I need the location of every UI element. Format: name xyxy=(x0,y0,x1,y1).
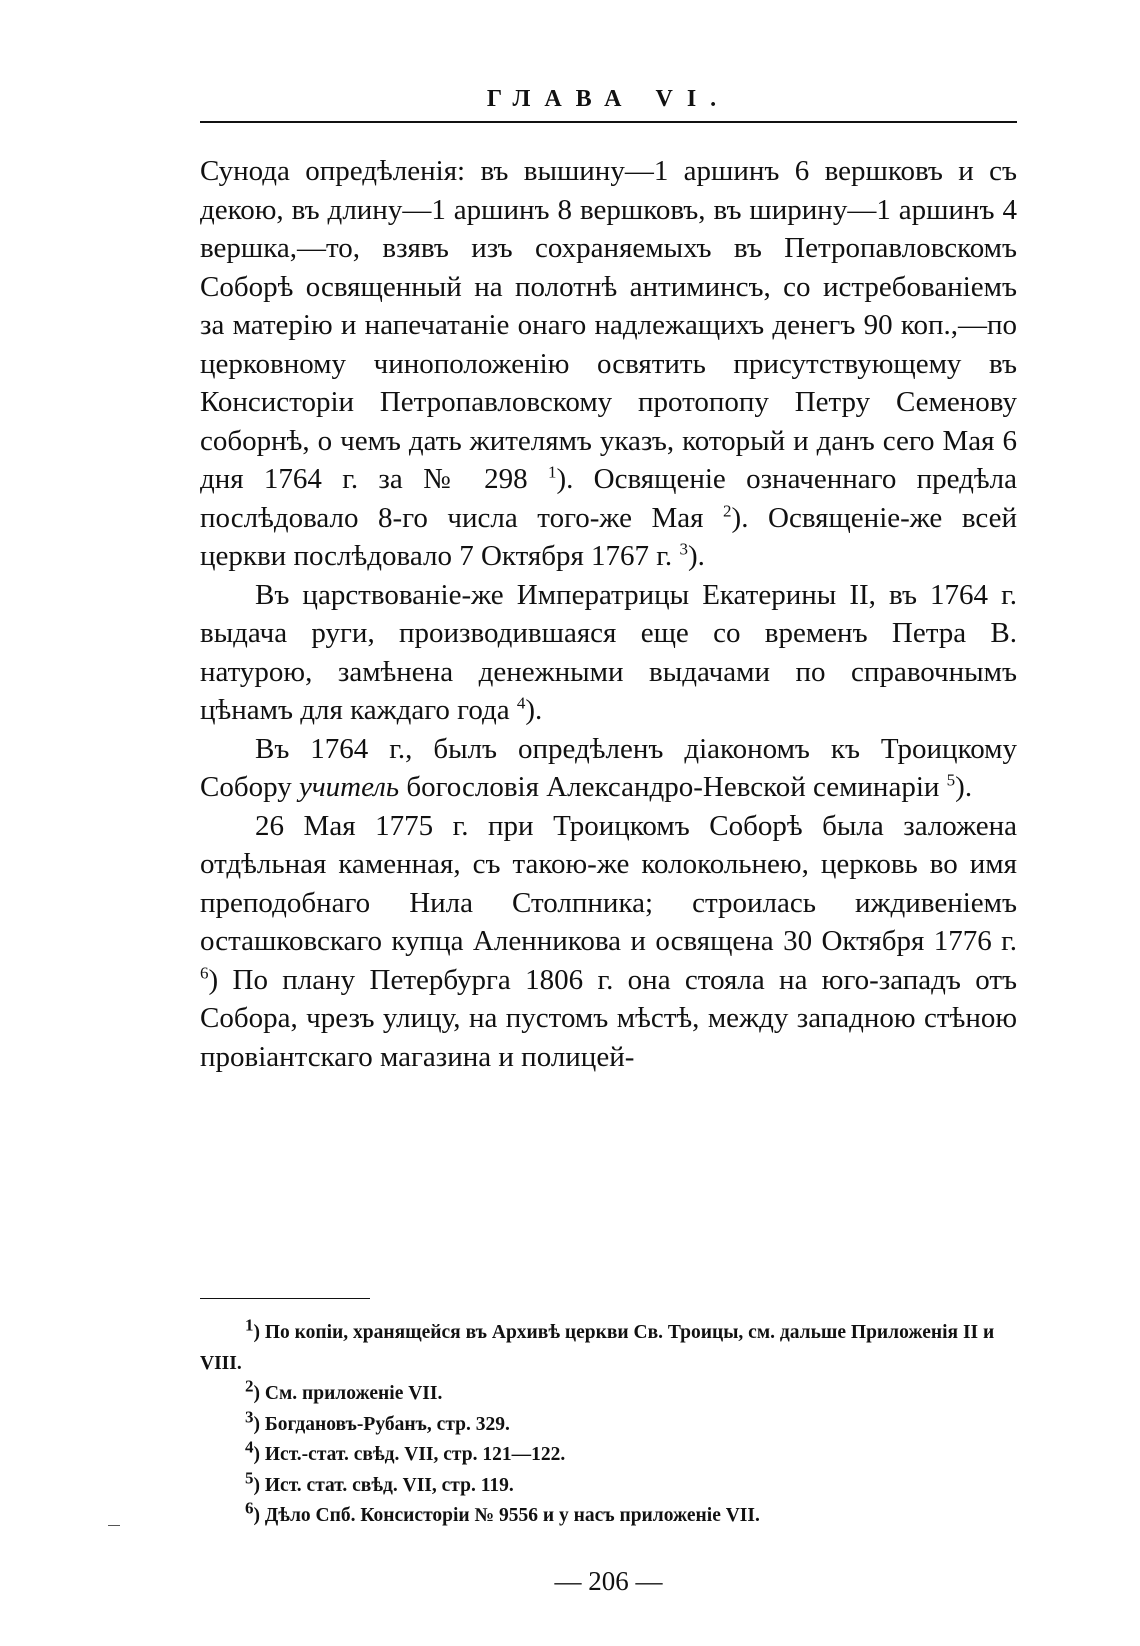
footnote-ref-5[interactable]: 5 xyxy=(946,770,956,790)
paragraph-3 xyxy=(200,730,1017,807)
footnote-mark: 3 xyxy=(245,1407,254,1426)
footnote-mark: 2 xyxy=(245,1376,254,1396)
p1-text-3: ). Освященіе-же всей церкви послѣдовало 7 Октября 1767 г. xyxy=(200,501,1017,572)
footnote-text: ) См. приложеніе VII. xyxy=(253,1383,443,1404)
p1-text-4: ). xyxy=(687,540,705,572)
page-number: — 206 — xyxy=(554,1566,663,1596)
p2-text-2: ). xyxy=(525,694,543,726)
footnote-5 xyxy=(200,1468,1017,1502)
scan-mark xyxy=(108,1525,120,1526)
header-rule xyxy=(200,121,1017,123)
footnote-text: ) Ист. стат. свѣд. VII, стр. 119. xyxy=(253,1474,514,1496)
footnote-text: ) По копіи, хранящейся въ Архивѣ церкви Св. Троицы, см. дальше Приложенія II и VIII. xyxy=(200,1322,995,1374)
footnote-3 xyxy=(200,1407,1017,1441)
paragraph-1 xyxy=(200,152,1017,576)
footnote-mark: 4 xyxy=(245,1437,254,1457)
p3-emphasis: учитель xyxy=(298,771,400,803)
footnote-2 xyxy=(200,1376,1017,1410)
p1-text-2: ). Освященіе означеннаго предѣла послѣдовало 8-го числа того-же Мая xyxy=(200,463,1017,534)
footnote-ref-4[interactable]: 4 xyxy=(516,693,526,713)
footnote-rule xyxy=(200,1298,370,1299)
paragraph-2 xyxy=(200,576,1017,730)
p4-text-1: 26 Мая 1775 г. при Троицкомъ Соборѣ была заложена отдѣльная каменная, съ такою-же колокольнею, церковь во имя преподобнаго Нила Столпника; строилась иждивеніемъ осташковскаго купца Аленникова и освящена 30 Октября 1776 г. xyxy=(200,809,1017,957)
footnote-ref-6[interactable]: 6 xyxy=(200,962,209,982)
footnotes xyxy=(200,1315,1017,1532)
chapter-header: ГЛАВА VI. xyxy=(486,86,731,112)
p4-text-2: ) По плану Петербурга 1806 г. она стояла на юго-западъ отъ Собора, чрезъ улицу, на пустомъ мѣстѣ, между западною стѣною провіантскаго магазина и полицей- xyxy=(200,963,1017,1073)
p3-text-2: богословія Александро-Невской семинаріи xyxy=(399,771,947,803)
p1-text-1: Сунода опредѣленія: въ вышину—1 аршинъ 6 вершковъ и съ декою, въ длину—1 аршинъ 8 вершковъ, въ ширину—1 аршинъ 4 вершка,—то, взявъ изъ сохраняемыхъ въ Петропавловскомъ Соборѣ освященный на полотнѣ антиминсъ, со истребованіемъ за матерію и напечатаніе онаго надлежащихъ денегъ 90 коп.,—по церковному чиноположенію освятить присутствующему въ Консисторіи Петропавловскому протопопу Петру Семенову соборнѣ, о чемъ дать жителямъ указъ, который и данъ сего Мая 6 дня 1764 г. за № 298 xyxy=(200,155,1017,495)
footnote-mark: 1 xyxy=(245,1315,254,1335)
p2-text-1: Въ царствованіе-же Императрицы Екатерины II, въ 1764 г. выдача руги, производившаяся еще со временъ Петра В. натурою, замѣнена денежными выдачами по справочнымъ цѣнамъ для каждаго года xyxy=(200,578,1017,726)
footnote-6 xyxy=(200,1498,1017,1532)
footnote-text: ) Дѣло Спб. Консисторіи № 9556 и у насъ приложеніе VII. xyxy=(253,1505,760,1526)
footnote-mark: 5 xyxy=(245,1468,254,1487)
footnote-text: ) Ист.-стат. свѣд. VII, стр. 121—122. xyxy=(253,1444,566,1465)
p3-text-3: ). xyxy=(955,771,973,803)
footnote-ref-1[interactable]: 1 xyxy=(547,462,557,482)
paragraph-4 xyxy=(200,807,1017,1077)
body-text xyxy=(200,152,1017,1076)
footnote-4 xyxy=(200,1437,1017,1471)
footnote-text: ) Богдановъ-Рубанъ, стр. 329. xyxy=(253,1413,510,1435)
footnote-ref-3[interactable]: 3 xyxy=(679,539,688,559)
footnote-ref-2[interactable]: 2 xyxy=(723,500,732,520)
footnote-mark: 6 xyxy=(245,1498,254,1518)
footnote-1 xyxy=(200,1315,1017,1379)
p3-text-1: Въ 1764 г., былъ опредѣленъ діакономъ къ Троицкому Собору xyxy=(200,732,1017,803)
